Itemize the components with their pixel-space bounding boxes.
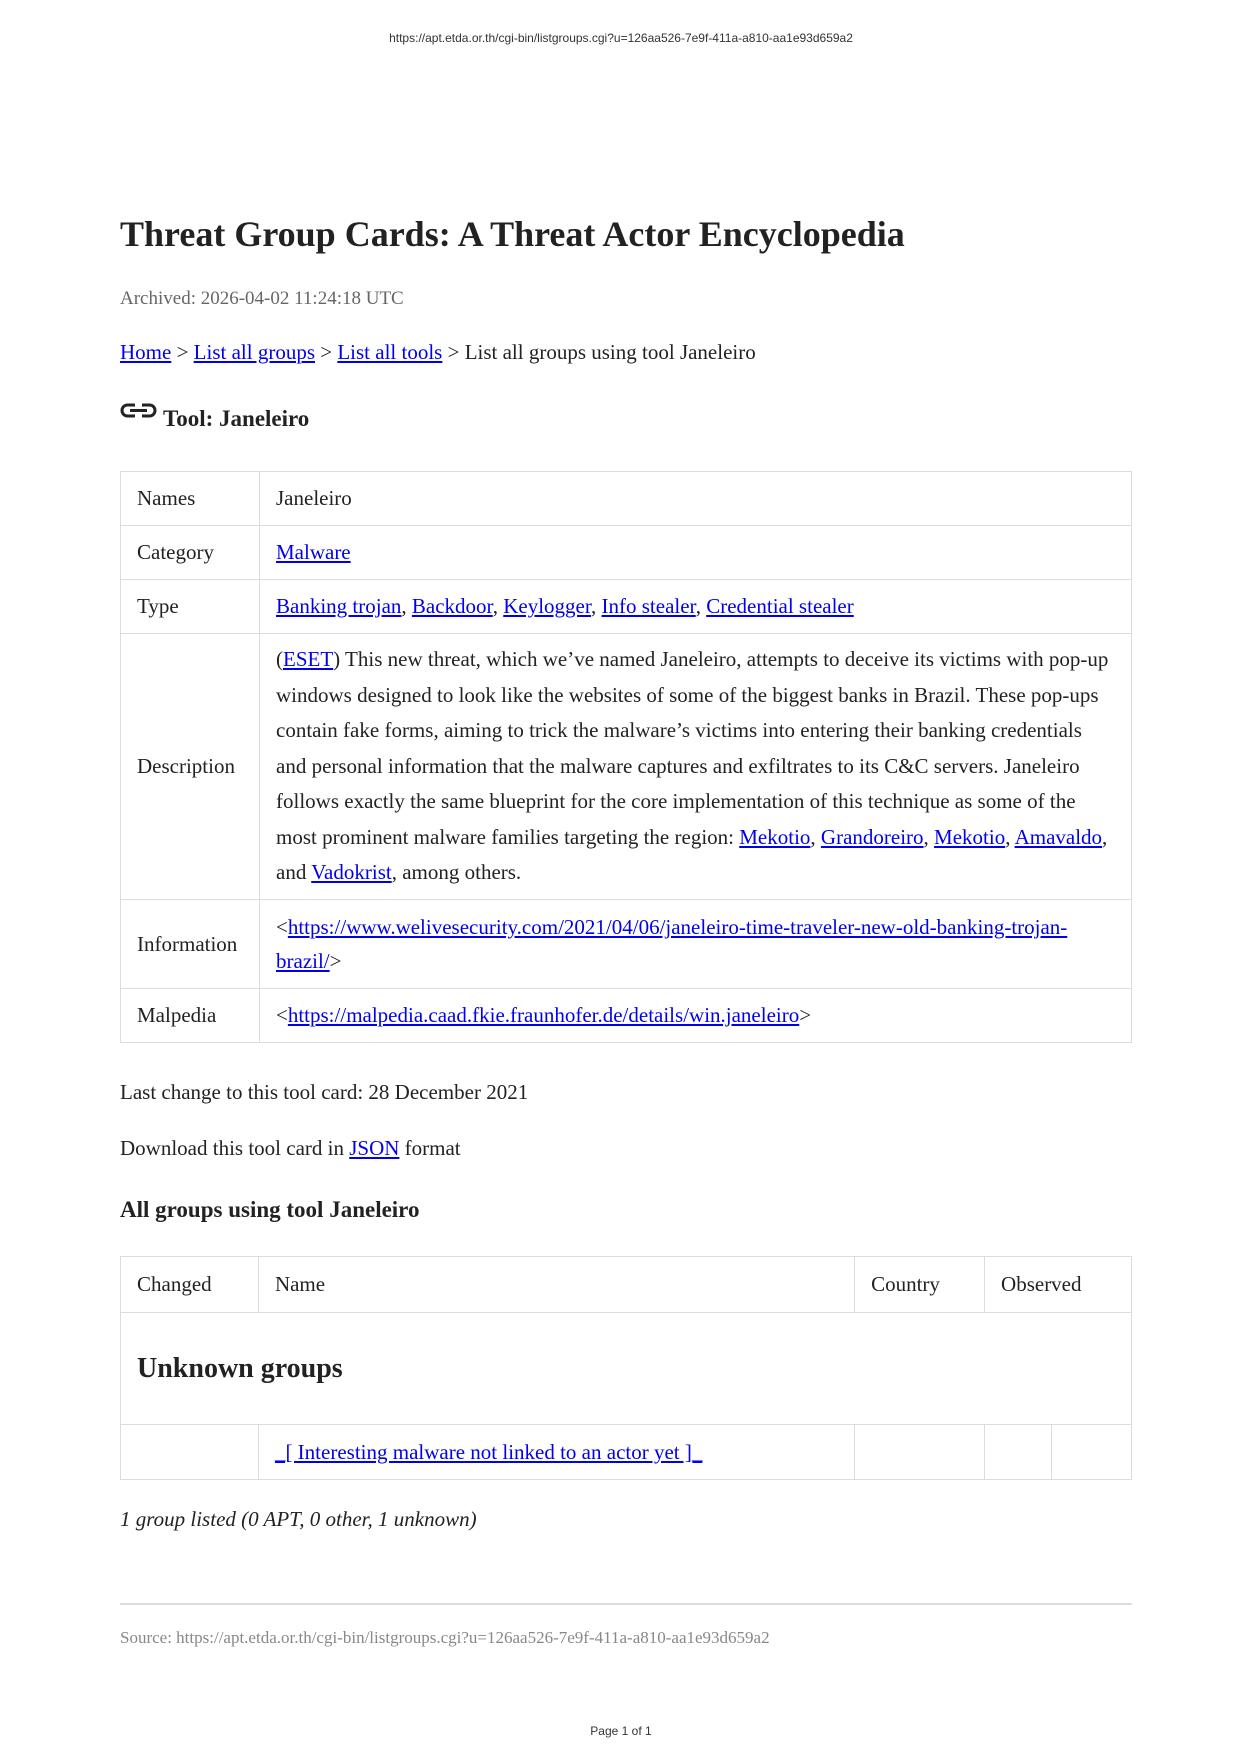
section-title-unknown-groups: Unknown groups <box>137 1352 343 1384</box>
type-separator: , <box>695 594 707 618</box>
malpedia-lt: < <box>276 1003 288 1027</box>
tool-heading-text: Tool: Janeleiro <box>163 406 310 431</box>
table-row <box>121 989 1132 1043</box>
column-header-country: Country <box>855 1257 985 1313</box>
type-value <box>260 580 1132 634</box>
group-link[interactable]: _[ Interesting malware not linked to an actor yet ]_ <box>274 1439 703 1464</box>
information-gt: > <box>329 949 342 973</box>
download-line <box>120 1136 461 1161</box>
information-value <box>260 900 1132 989</box>
malpedia-gt: > <box>799 1003 812 1027</box>
table-row <box>121 900 1132 989</box>
breadcrumb-home-link[interactable]: Home <box>120 340 172 364</box>
description-separator: , <box>923 824 935 849</box>
description-link-mekotio[interactable]: Mekotio <box>739 824 811 849</box>
information-label: Information <box>121 900 260 989</box>
source-text: Source: https://apt.etda.or.th/cgi-bin/listgroups.cgi?u=126aa526-7e9f-411a-a810-aa1e93d659a2 <box>120 1628 770 1647</box>
table-row <box>121 634 1132 900</box>
type-label: Type <box>121 580 260 634</box>
names-label: Names <box>121 472 260 526</box>
last-change-text: Last change to this tool card: 28 December 2021 <box>120 1080 529 1104</box>
type-link-backdoor[interactable]: Backdoor <box>411 594 493 618</box>
cell-country <box>855 1425 985 1480</box>
breadcrumb-tools-link[interactable]: List all tools <box>337 340 443 364</box>
malpedia-value <box>260 989 1132 1043</box>
breadcrumb-current: List all groups using tool Janeleiro <box>464 340 756 364</box>
groups-table-header <box>121 1257 1132 1313</box>
breadcrumb <box>120 340 756 365</box>
cell-name <box>258 1425 854 1480</box>
download-prefix: Download this tool card in <box>120 1136 350 1160</box>
breadcrumb-separator: > <box>442 340 465 364</box>
type-link-keylogger[interactable]: Keylogger <box>503 594 592 618</box>
section-row <box>121 1313 1132 1425</box>
category-malware-link[interactable]: Malware <box>276 540 351 564</box>
cell-observed-b <box>1052 1425 1132 1480</box>
malpedia-label: Malpedia <box>121 989 260 1043</box>
download-suffix: format <box>399 1136 461 1160</box>
footer-divider <box>120 1603 1132 1605</box>
table-row <box>121 580 1132 634</box>
description-separator: , <box>810 824 821 849</box>
download-json-link[interactable]: JSON <box>349 1136 400 1160</box>
description-link-vadokrist[interactable]: Vadokrist <box>311 860 392 885</box>
description-value <box>260 634 1132 900</box>
description-source-link[interactable]: ESET <box>283 647 334 672</box>
breadcrumb-separator: > <box>315 340 338 364</box>
archived-timestamp: Archived: 2026-04-02 11:24:18 UTC <box>120 288 404 309</box>
page-header-url: https://apt.etda.or.th/cgi-bin/listgroups.cgi?u=126aa526-7e9f-411a-a810-aa1e93d659a2 <box>389 31 853 45</box>
description-separator: , <box>1005 824 1015 849</box>
type-separator: , <box>591 594 602 618</box>
table-row <box>121 472 1132 526</box>
table-row <box>121 526 1132 580</box>
description-label: Description <box>121 634 260 900</box>
description-link-mekotio-2[interactable]: Mekotio <box>934 824 1006 849</box>
type-link-credential-stealer[interactable]: Credential stealer <box>706 594 854 618</box>
cell-changed <box>121 1425 259 1480</box>
tool-info-table <box>120 471 1132 1043</box>
table-row <box>121 1425 1132 1480</box>
link-icon <box>120 402 157 426</box>
description-tail: , among others. <box>391 860 522 885</box>
information-lt: < <box>276 915 288 939</box>
groups-summary: 1 group listed (0 APT, 0 other, 1 unknown) <box>120 1507 477 1531</box>
description-separator: , and <box>276 824 1108 885</box>
type-separator: , <box>492 594 504 618</box>
category-value <box>260 526 1132 580</box>
type-link-banking-trojan[interactable]: Banking trojan <box>276 594 402 618</box>
groups-heading: All groups using tool Janeleiro <box>120 1197 420 1222</box>
breadcrumb-separator: > <box>171 340 194 364</box>
cell-observed-a <box>985 1425 1052 1480</box>
names-value: Janeleiro <box>260 472 1132 526</box>
type-separator: , <box>401 594 412 618</box>
tool-heading <box>120 402 309 432</box>
section-cell <box>121 1313 1132 1425</box>
description-open-paren: ( <box>276 647 283 672</box>
category-label: Category <box>121 526 260 580</box>
page-number: Page 1 of 1 <box>590 1724 652 1738</box>
description-link-grandoreiro[interactable]: Grandoreiro <box>820 824 924 849</box>
malpedia-url-link[interactable]: https://malpedia.caad.fkie.fraunhofer.de/details/win.janeleiro <box>287 1003 800 1027</box>
information-url-link[interactable]: https://www.welivesecurity.com/2021/04/06/janeleiro-time-traveler-new-old-banking-trojan-brazil/ <box>276 915 1068 973</box>
column-header-observed: Observed <box>985 1257 1132 1313</box>
type-link-info-stealer[interactable]: Info stealer <box>601 594 696 618</box>
page-title: Threat Group Cards: A Threat Actor Encyclopedia <box>120 214 905 254</box>
groups-table <box>120 1256 1132 1480</box>
description-body: ) This new threat, which we’ve named Janeleiro, attempts to deceive its victims with pop-up windows designed to look like the websites of some of the biggest banks in Brazil. These pop-ups contain fake forms, aiming to trick the malware’s victims into entering their banking credentials and personal information that the malware captures and exfiltrates to its C&C servers. Janeleiro follows exactly the same blueprint for the core implementation of this technique as some of the most prominent malware families targeting the region: <box>276 647 1109 849</box>
description-link-amavaldo[interactable]: Amavaldo <box>1014 824 1103 849</box>
column-header-name: Name <box>258 1257 854 1313</box>
column-header-changed: Changed <box>121 1257 259 1313</box>
breadcrumb-groups-link[interactable]: List all groups <box>193 340 315 364</box>
